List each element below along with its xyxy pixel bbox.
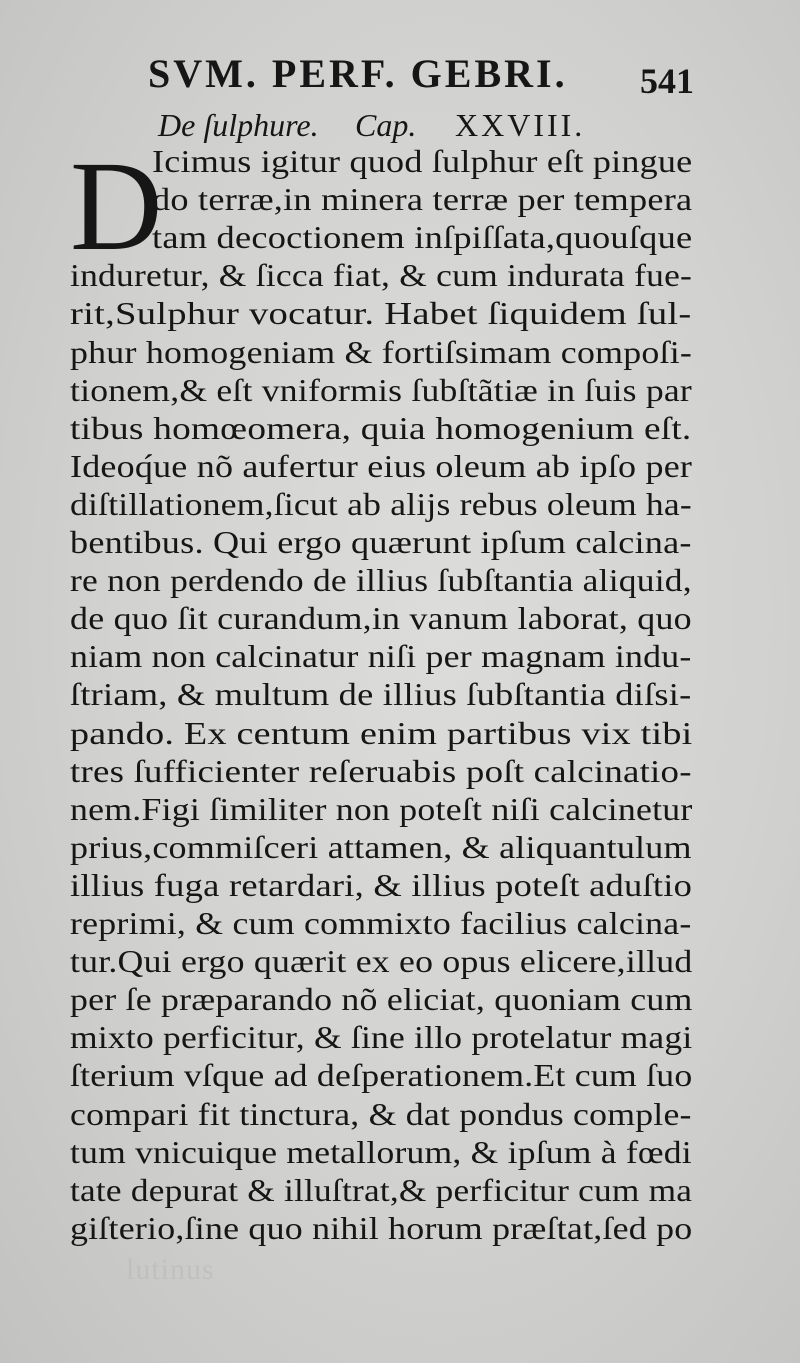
text-line: illius fuga retardari, & illius poteſt aduſtio bbox=[70, 866, 693, 903]
text-line: per ſe præparando nõ eliciat, quoniam cum bbox=[70, 981, 693, 1018]
text-line: mixto perficitur, & ſine illo protelatur magi bbox=[70, 1019, 693, 1056]
text-line: giſterio,ſine quo nihil horum præſtat,ſed po bbox=[70, 1209, 693, 1246]
text-line: niam non calcinatur niſi per magnam indu- bbox=[70, 638, 692, 675]
text-line: tionem,& eſt vniformis ſubſtãtiæ in ſuis par bbox=[70, 371, 692, 408]
text-line: tur.Qui ergo quærit ex eo opus elicere,illud bbox=[70, 943, 693, 980]
text-line: pando. Ex centum enim partibus vix tibi bbox=[70, 714, 693, 751]
chapter-label: Cap. bbox=[355, 107, 417, 143]
text-line: Icimus igitur quod ſulphur eſt pingue bbox=[152, 143, 693, 179]
page-number: 541 bbox=[640, 61, 694, 101]
running-head: SVM. PERF. GEBRI. bbox=[148, 51, 568, 96]
text-line: de quo ſit curandum,in vanum laborat, quo bbox=[70, 600, 692, 637]
show-through-text: lutinus bbox=[58, 1253, 215, 1286]
text-line: tibus homœomera, quia homogenium eſt. bbox=[70, 409, 692, 446]
text-line: compari fit tinctura, & dat pondus comple- bbox=[70, 1095, 692, 1132]
chapter-number: XXVIII. bbox=[455, 107, 586, 143]
text-line: reprimi, & cum commixto facilius calcina- bbox=[70, 905, 692, 941]
chapter-topic: De ſulphure. bbox=[158, 107, 319, 143]
text-line: induretur, & ſicca fiat, & cum indurata fue- bbox=[70, 257, 693, 294]
text-line: tam decoctionem inſpiſſata,quouſque bbox=[152, 219, 693, 256]
text-line: re non perdendo de illius ſubſtantia aliquid, bbox=[70, 562, 692, 599]
text-line: prius,commiſceri attamen, & aliquantulum bbox=[70, 828, 692, 865]
text-line: tum vnicuique metallorum, & ipſum à fœdi bbox=[70, 1133, 692, 1170]
text-line: tres ſufficienter reſeruabis poſt calcinatio- bbox=[70, 752, 692, 789]
text-line: phur homogeniam & fortiſsimam compoſi- bbox=[70, 333, 693, 370]
text-line: tate depurat & illuſtrat,& perficitur cum ma bbox=[70, 1171, 693, 1208]
text-line: rit,Sulphur vocatur. Habet ſiquidem ſul- bbox=[70, 295, 692, 332]
text-line: nem.Figi ſimiliter non poteſt niſi calcinetur bbox=[70, 790, 693, 827]
drop-cap: D bbox=[70, 135, 163, 277]
text-line: bentibus. Qui ergo quærunt ipſum calcina- bbox=[70, 524, 692, 560]
text-line: diſtillationem,ſicut ab alijs rebus oleum ha- bbox=[70, 485, 692, 522]
text-line: ſtriam, & multum de illius ſubſtantia diſsi- bbox=[70, 676, 692, 713]
text-line: do terræ,in minera terræ per tempera bbox=[152, 181, 693, 218]
text-line: Ideoq́ue nõ aufertur eius oleum ab ipſo per bbox=[70, 447, 693, 484]
text-line: ſterium vſque ad deſperationem.Et cum ſuo bbox=[70, 1057, 693, 1094]
